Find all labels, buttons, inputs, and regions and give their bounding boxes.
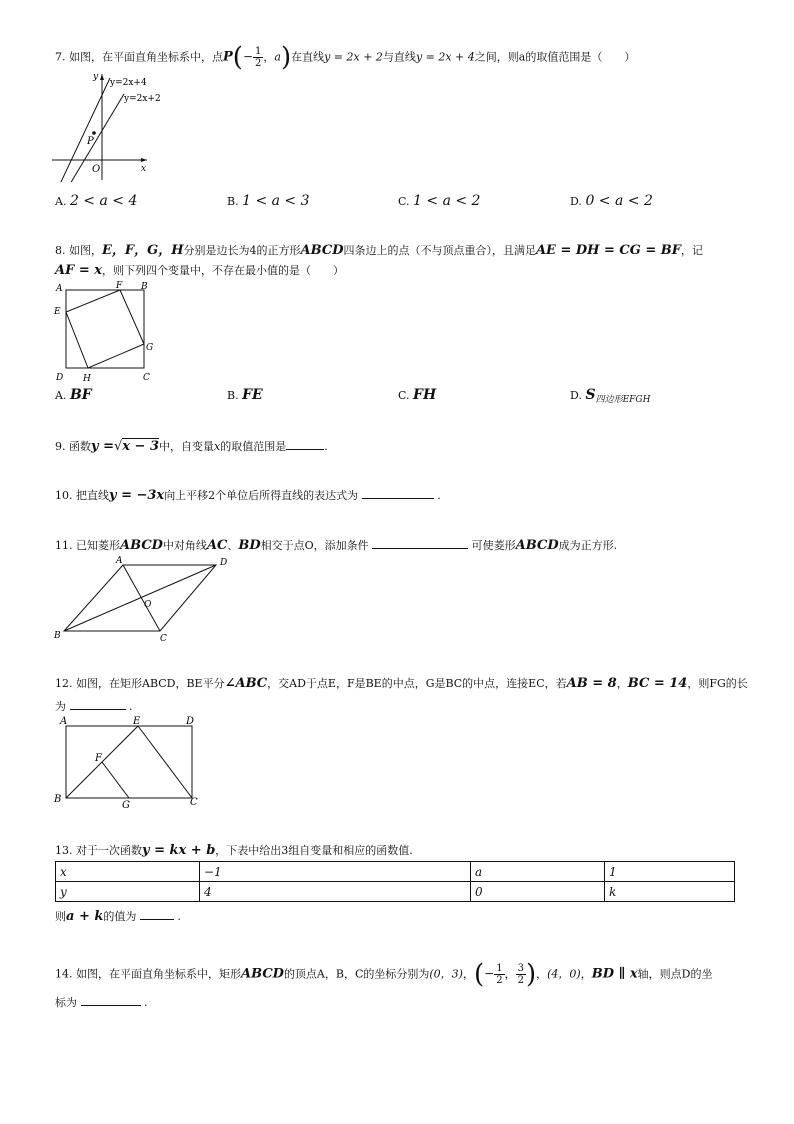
q8-option-a[interactable]: A. BF <box>55 387 92 403</box>
label-g: G <box>146 343 154 353</box>
q10-stem: 10. 把直线y = −3x向上平移2个单位后所得直线的表达式为 . <box>55 488 441 503</box>
q13-value-table <box>55 861 735 902</box>
label-p: P <box>87 136 94 147</box>
q8-option-c[interactable]: C. FH <box>398 387 437 403</box>
q7-stem: 7. 如图，在平面直角坐标系中，点P(− $\frac{1}{2}$ ，a)在直线y = 2x + 2与直线y = 2x + 4之间，则a的取值范围是（ ） <box>55 42 636 73</box>
segment-ec <box>138 726 192 798</box>
q14-number: 14. <box>55 967 73 981</box>
table-cell: −1 <box>200 862 471 882</box>
label-g: G <box>122 800 130 810</box>
y-axis-arrow <box>100 74 104 80</box>
label-h: H <box>83 374 91 384</box>
q8-stem-line1: 8. 如图，E，F，G，H分别是边长为4的正方形ABCD四条边上的点（不与顶点重合），且满足AE = DH = CG = BF，记 <box>55 243 704 258</box>
table-row <box>56 882 735 902</box>
q7-option-a[interactable]: A. 2 < a < 4 <box>55 193 138 209</box>
q7-coordinate-figure <box>52 70 162 182</box>
q10-answer-blank[interactable] <box>362 486 434 499</box>
x-axis-arrow <box>141 158 147 162</box>
square-abcd <box>66 290 144 368</box>
q8-square-figure <box>52 280 157 388</box>
label-c: C <box>143 373 150 383</box>
segment-fg <box>102 762 129 798</box>
label-f: F <box>116 281 123 291</box>
table-cell: 4 <box>200 882 471 902</box>
q13-number: 13. <box>55 844 73 857</box>
label-b: B <box>54 631 61 641</box>
q12-rectangle-figure <box>52 713 202 810</box>
q14-answer-blank[interactable] <box>81 993 141 1006</box>
label-b: B <box>54 794 62 805</box>
q8-stem-line2: AF = x，则下列四个变量中，不存在最小值的是（ ） <box>55 263 345 278</box>
q8-option-b[interactable]: B. FE <box>227 387 263 403</box>
q13-answer-blank[interactable] <box>140 907 174 920</box>
q10-number: 10. <box>55 489 73 502</box>
rectangle-abcd <box>66 726 192 798</box>
q13-question: 则a + k的值为 . <box>55 909 181 924</box>
q11-rhombus-figure <box>50 553 240 645</box>
label-line1: y=2x+4 <box>110 78 147 88</box>
q14-stem-line1: 14. 如图，在平面直角坐标系中，矩形ABCD的顶点A，B，C的坐标分别为(0，3)，(− $\frac{1}{2}$ ， $\frac{3}{2}$ )，(4，0)，BD ∥ x轴，则点D的坐 <box>55 959 713 990</box>
label-c: C <box>160 634 167 644</box>
label-a: A <box>116 556 123 566</box>
label-d: D <box>186 716 195 727</box>
label-e: E <box>133 716 141 727</box>
label-f: F <box>95 753 102 764</box>
q9-answer-blank[interactable] <box>286 437 324 450</box>
label-b: B <box>141 282 148 292</box>
q8-number: 8. <box>55 244 66 257</box>
table-cell: x <box>56 862 200 882</box>
q7-option-d[interactable]: D. 0 < a < 2 <box>570 193 653 209</box>
diagonal-bd <box>64 565 216 631</box>
q11-number: 11. <box>55 539 73 552</box>
diagonal-ac <box>123 565 160 631</box>
q11-answer-blank[interactable] <box>372 536 468 549</box>
table-cell: y <box>56 882 200 902</box>
label-d: D <box>220 558 228 568</box>
label-a: A <box>56 284 63 294</box>
table-row <box>56 862 735 882</box>
label-a: A <box>60 716 68 727</box>
table-cell: a <box>471 862 605 882</box>
q11-stem: 11. 已知菱形ABCD中对角线AC、BD相交于点O，添加条件 可使菱形ABCD成为正方形. <box>55 538 618 553</box>
q13-stem: 13. 对于一次函数y = kx + b，下表中给出3组自变量和相应的函数值. <box>55 843 413 858</box>
label-d: D <box>56 373 64 383</box>
table-cell: 0 <box>471 882 605 902</box>
q7-option-b[interactable]: B. 1 < a < 3 <box>227 193 310 209</box>
quadrilateral-efgh <box>66 290 144 368</box>
q12-stem-line1: 12. 如图，在矩形ABCD，BE平分∠ABC，交AD于点E，F是BE的中点，G是BC的中点，连接EC，若AB = 8，BC = 14，则FG的长 <box>55 676 748 691</box>
q9-number: 9. <box>55 440 66 453</box>
label-y: y <box>93 72 99 82</box>
label-x: x <box>141 164 147 174</box>
label-c: C <box>190 797 198 808</box>
q8-option-d[interactable]: D. $S_{四边形EFGH}$ <box>570 387 651 405</box>
label-o: O <box>144 600 152 610</box>
q14-stem-line2: 标为 . <box>55 993 148 1011</box>
q12-answer-blank[interactable] <box>70 697 126 710</box>
label-o: O <box>92 164 101 175</box>
q9-stem: 9. 函数y =√x − 3中，自变量x的取值范围是 . <box>55 439 328 454</box>
q12-stem-line2: 为 . <box>55 697 133 715</box>
q12-number: 12. <box>55 677 73 690</box>
table-cell: k <box>605 882 735 902</box>
q7-number: 7. <box>55 50 66 64</box>
label-e: E <box>54 307 61 317</box>
label-line2: y=2x+2 <box>124 94 161 104</box>
q7-option-c[interactable]: C. 1 < a < 2 <box>398 193 481 209</box>
point-p <box>92 131 96 135</box>
table-cell: 1 <box>605 862 735 882</box>
